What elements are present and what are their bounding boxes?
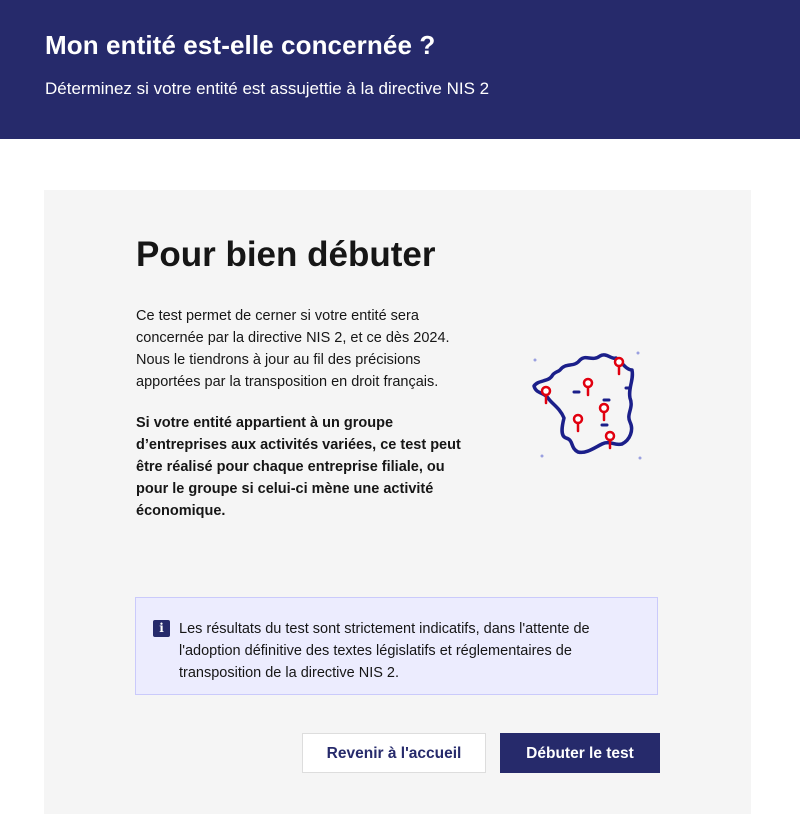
back-to-home-button[interactable]: Revenir à l'accueil — [302, 733, 486, 773]
page-header — [0, 0, 800, 139]
intro-line: Ce test permet de cerner si votre entité sera — [136, 308, 419, 324]
info-notice — [135, 597, 658, 695]
notice-line: transposition de la directive NIS 2. — [179, 665, 400, 681]
info-icon: i — [153, 620, 170, 637]
notice-line: Les résultats du test sont strictement indicatifs, dans l'attente de — [179, 621, 590, 637]
group-paragraph — [136, 412, 466, 522]
notice-line: l'adoption définitive des textes législatifs et réglementaires de — [179, 643, 572, 659]
intro-paragraph — [136, 305, 481, 393]
intro-line: apportées par la transposition en droit français. — [136, 374, 439, 390]
start-test-button[interactable]: Débuter le test — [500, 733, 660, 773]
group-line: Si votre entité appartient à un groupe — [136, 415, 394, 431]
page-title: Mon entité est-elle concernée ? — [45, 30, 436, 60]
intro-line: Nous le tiendrons à jour au fil des précisions — [136, 352, 421, 368]
intro-line: concernée par la directive NIS 2, et ce dès 2024. — [136, 330, 450, 346]
page-subtitle: Déterminez si votre entité est assujettie à la directive NIS 2 — [45, 79, 490, 98]
section-title: Pour bien débuter — [136, 235, 436, 274]
notice-text — [179, 618, 639, 684]
group-line: pour le groupe si celui-ci mène une activité — [136, 481, 434, 497]
group-line: être réalisé pour chaque entreprise filiale, ou — [136, 459, 445, 475]
intro-card — [44, 190, 751, 814]
group-line: d’entreprises aux activités variées, ce test peut — [136, 437, 461, 453]
france-map-pins-icon — [530, 348, 650, 463]
group-line: économique. — [136, 503, 226, 519]
